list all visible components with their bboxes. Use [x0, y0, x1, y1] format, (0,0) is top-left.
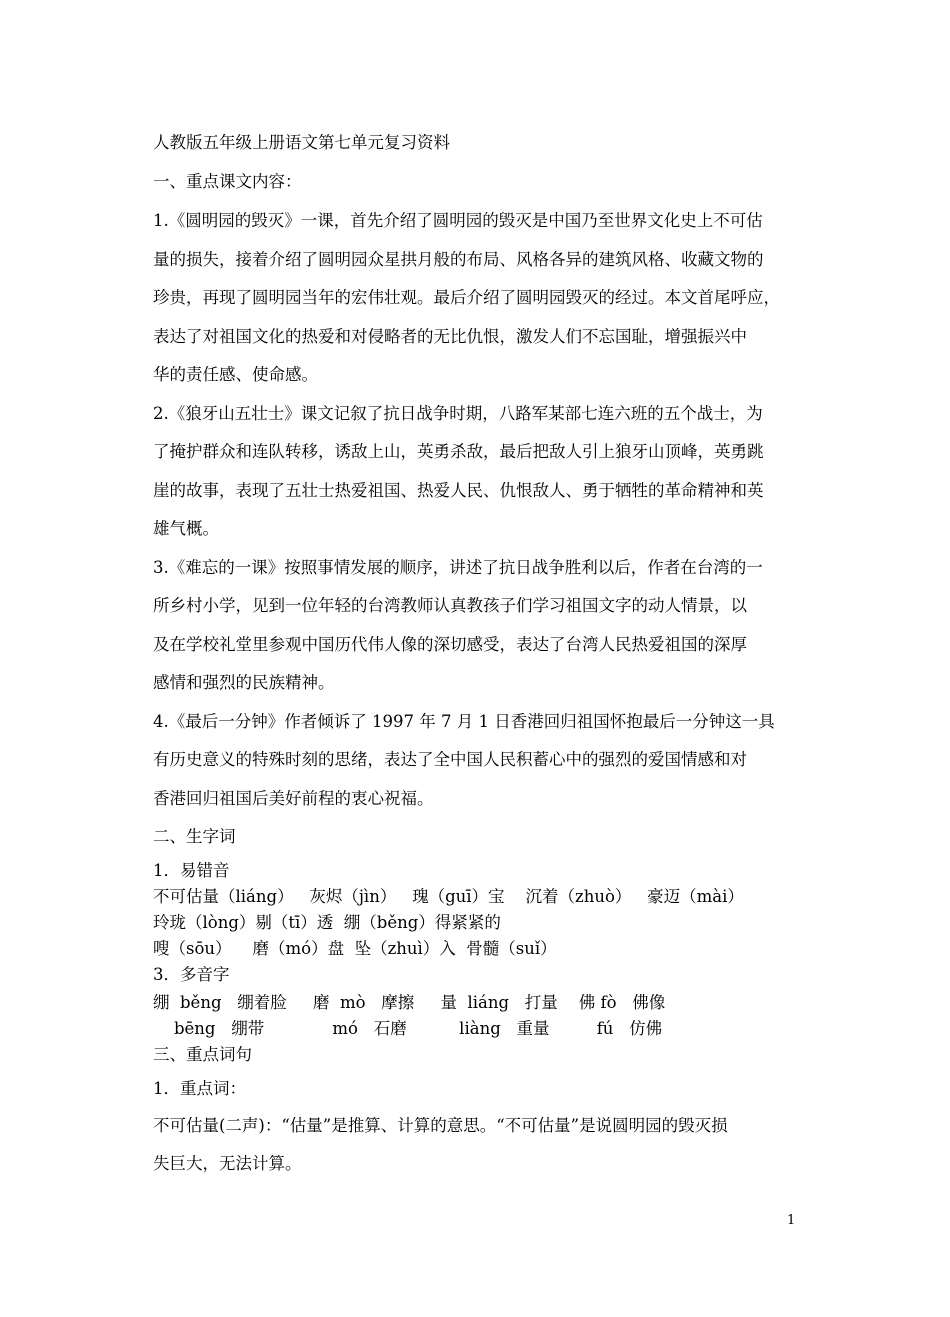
paragraph-line: 3.《难忘的一课》按照事情发展的顺序，讲述了抗日战争胜利以后，作者在台湾的一: [153, 558, 763, 577]
paragraph-line: 1.《圆明园的毁灭》一课，首先介绍了圆明园的毁灭是中国乃至世界文化史上不可估: [153, 211, 763, 230]
paragraph-line: 2.《狼牙山五壮士》课文记叙了抗日战争时期，八路军某部七连六班的五个战士，为: [153, 404, 763, 423]
paragraph-line: 有历史意义的特殊时刻的思绪，表达了全中国人民积蓄心中的强烈的爱国情感和对: [153, 750, 747, 769]
section1-heading: 一、重点课文内容：: [153, 172, 302, 191]
polyphone-line: bēng 绷带 mó 石磨 liàng 重量 fú 仿佛: [153, 1019, 663, 1038]
definition-line: 失巨大，无法计算。: [153, 1154, 302, 1173]
paragraph-line: 香港回归祖国后美好前程的衷心祝福。: [153, 789, 434, 808]
document-title: 人教版五年级上册语文第七单元复习资料: [153, 133, 450, 152]
paragraph-line: 所乡村小学，见到一位年轻的台湾教师认真教孩子们学习祖国文字的动人情景，以: [153, 596, 747, 615]
paragraph-line: 珍贵，再现了圆明园当年的宏伟壮观。最后介绍了圆明园毁灭的经过。本文首尾呼应，: [153, 288, 780, 307]
paragraph-line: 表达了对祖国文化的热爱和对侵略者的无比仇恨，激发人们不忘国耻，增强振兴中: [153, 327, 747, 346]
paragraph-line: 4.《最后一分钟》作者倾诉了 1997 年 7 月 1 日香港回归祖国怀抱最后一分钟这一具: [153, 712, 775, 731]
paragraph-line: 崖的故事，表现了五壮士热爱祖国、热爱人民、仇恨敌人、勇于牺牲的革命精神和英: [153, 481, 764, 500]
pronunciation-line: 玲珑（lòng）剔（tī）透 绷（běng）得紧紧的: [153, 913, 501, 932]
paragraph-line: 了掩护群众和连队转移，诱敌上山，英勇杀敌，最后把敌人引上狼牙山顶峰，英勇跳: [153, 442, 764, 461]
page-number: 1: [787, 1213, 796, 1228]
paragraph-line: 及在学校礼堂里参观中国历代伟人像的深切感受，表达了台湾人民热爱祖国的深厚: [153, 635, 747, 654]
subheading: 3．多音字: [153, 965, 230, 984]
definition-line: 不可估量(二声)：“估量”是推算、计算的意思。“不可估量”是说圆明园的毁灭损: [153, 1116, 728, 1135]
subheading: 1．重点词：: [153, 1079, 246, 1098]
paragraph-line: 量的损失，接着介绍了圆明园众星拱月般的布局、风格各异的建筑风格、收藏文物的: [153, 250, 764, 269]
paragraph-line: 感情和强烈的民族精神。: [153, 673, 335, 692]
paragraph-line: 雄气概。: [153, 519, 219, 538]
pronunciation-line: 嗖（sōu） 磨（mó）盘 坠（zhuì）入 骨髓（suǐ）: [153, 939, 557, 958]
subheading: 1．易错音: [153, 861, 230, 880]
paragraph-line: 华的责任感、使命感。: [153, 365, 318, 384]
section2-heading: 二、生字词: [153, 827, 236, 846]
section3-heading: 三、重点词句: [153, 1045, 252, 1064]
polyphone-line: 绷 běng 绷着脸 磨 mò 摩擦 量 liáng 打量 佛 fò 佛像: [153, 993, 666, 1012]
pronunciation-line: 不可估量（liáng） 灰烬（jìn） 瑰（guī）宝 沉着（zhuò） 豪迈（mài）: [153, 887, 744, 906]
